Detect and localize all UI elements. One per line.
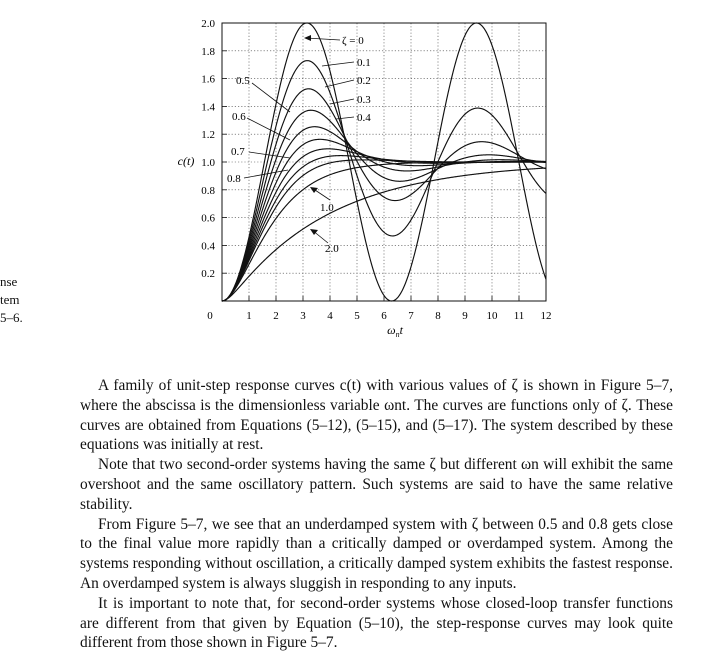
- y-tick-label: 1.8: [201, 45, 215, 58]
- x-tick-label: 5: [354, 310, 360, 322]
- label-zeta-07: 0.7: [231, 146, 245, 158]
- x-axis-label-t: t: [399, 323, 403, 337]
- label-zeta-03: 0.3: [357, 94, 371, 106]
- label-zeta-0: ζ = 0: [342, 35, 364, 47]
- curve-zeta-0-4: [222, 127, 546, 301]
- label-zeta-20: 2.0: [325, 243, 339, 255]
- paragraph-3: From Figure 5–7, we see that an underdamped system with ζ between 0.5 and 0.8 gets close to the final value more rapidly than a critically damped or overdamped system. Among the systems responding without oscillation, a critically damped system exhibits the fastest response. An overdamped system is always sluggish in responding to any inputs.: [80, 515, 673, 592]
- y-tick-label: 1.4: [201, 101, 215, 114]
- arrowhead-z0: [304, 35, 311, 41]
- x-tick-label: 11: [513, 310, 525, 322]
- x-tick-label: 10: [486, 310, 498, 322]
- leader-z08: [244, 170, 288, 178]
- tick-labels: [201, 18, 551, 322]
- cut-off-caption-line-3: 5–6.: [0, 310, 23, 325]
- y-tick-label: 0.8: [201, 184, 215, 197]
- leader-z01: [322, 62, 354, 66]
- cut-off-caption-line-1: nse: [0, 274, 18, 289]
- cut-off-caption-line-2: tem: [0, 292, 20, 307]
- leader-z02: [325, 80, 354, 87]
- x-tick-label: 4: [327, 310, 333, 322]
- label-zeta-10: 1.0: [320, 202, 334, 214]
- x-tick-label: 1: [246, 310, 252, 322]
- x-axis-label: [387, 323, 403, 339]
- label-zeta-04: 0.4: [357, 112, 371, 124]
- x-tick-label: 7: [408, 310, 414, 322]
- paragraph-4: It is important to note that, for second-order systems whose closed-loop transfer functions are different from that given by Equation (5–10), the step-response curves may look quite different from those shown in Figure 5–7.: [80, 594, 673, 652]
- label-zeta-05: 0.5: [236, 75, 250, 87]
- leader-z0: [306, 38, 340, 40]
- label-zeta-08: 0.8: [227, 173, 241, 185]
- x-tick-label: 2: [273, 310, 279, 322]
- label-zeta-06: 0.6: [232, 111, 246, 123]
- x-tick-label: 0: [207, 310, 213, 322]
- arrowhead-z10: [310, 187, 318, 193]
- y-tick-label: 1.2: [201, 129, 215, 142]
- y-tick-label: 0.6: [201, 212, 215, 225]
- y-axis-label: c(t): [177, 154, 195, 168]
- y-tick-label: 2.0: [201, 18, 215, 30]
- y-tick-label: 1.6: [201, 73, 215, 86]
- y-tick-label: 0.4: [201, 240, 215, 253]
- label-zeta-02: 0.2: [357, 75, 371, 87]
- label-zeta-01: 0.1: [357, 57, 371, 69]
- x-tick-label: 3: [300, 310, 306, 322]
- body-text: [80, 376, 673, 653]
- x-tick-label: 9: [462, 310, 468, 322]
- x-tick-label: 12: [540, 310, 552, 322]
- paragraph-1: A family of unit-step response curves c(t) with various values of ζ is shown in Figure 5–7, where the abscissa is the dimensionless variable ωnt. The curves are functions only of ζ. These curves are obtained from Equations (5–12), (5–15), and (5–17). The system described by these equations was initially at rest.: [80, 377, 673, 454]
- y-tick-label: 1.0: [201, 157, 215, 169]
- x-tick-label: 6: [381, 310, 387, 322]
- x-axis-label-sub: n: [395, 330, 400, 339]
- y-tick-label: 0.2: [201, 268, 215, 281]
- x-axis-label-omega: ω: [387, 323, 396, 337]
- paragraph-2: Note that two second-order systems having the same ζ but different ωn will exhibit the same overshoot and the same oscillatory pattern. Such systems are said to have the same relative stability.: [80, 456, 673, 513]
- x-tick-label: 8: [435, 310, 441, 322]
